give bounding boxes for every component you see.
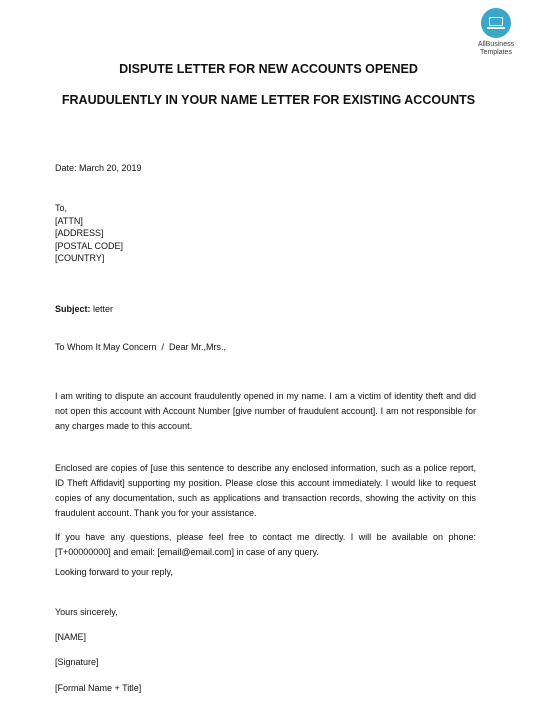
brand-logo: [468, 8, 524, 57]
subject-value: letter: [90, 304, 114, 314]
brand-line-2: Templates: [480, 49, 512, 56]
brand-line-1: AllBusiness: [477, 41, 515, 48]
body-paragraph-2: Enclosed are copies of [use this sentence to describe any enclosed information, such as a police report, ID Theft Affidavit] supporting my position. Please close this account immediately. I would like to request copies of any documentation, such as applications and transaction records, showing the activity on this fraudulent account. Thank you for your assistance.: [55, 463, 476, 518]
sender-signature: [Signature]: [55, 657, 99, 667]
subject-label: Subject:: [55, 304, 91, 314]
recipient-country: [COUNTRY]: [55, 253, 105, 263]
recipient-attn: [ATTN]: [55, 216, 83, 226]
document-title-line-2: FRAUDULENTLY IN YOUR NAME LETTER FOR EXISTING ACCOUNTS: [61, 93, 476, 107]
body-paragraph-1: I am writing to dispute an account fraudulently opened in my name. I am a victim of identity theft and did not open this account with Account Number [give number of fraudulent account]. I am not responsible for any charges made to this account.: [55, 391, 476, 431]
recipient-to: To,: [55, 203, 68, 213]
subject-line: [55, 303, 113, 316]
sign-off: Yours sincerely,: [55, 607, 118, 617]
body-paragraph-3: If you have any questions, please feel free to contact me directly. I will be available on phone: [T+00000000] and email: [email@email.com] in case of any query.: [55, 532, 476, 557]
salutation: To Whom It May Concern / Dear Mr.,Mrs.,: [55, 342, 227, 352]
letter-date: Date: March 20, 2019: [55, 163, 142, 173]
sender-name: [NAME]: [55, 632, 87, 642]
sender-formal-name: [Formal Name + Title]: [55, 683, 142, 693]
recipient-postal-code: [POSTAL CODE]: [55, 241, 124, 251]
laptop-icon: [481, 8, 511, 38]
recipient-address: [ADDRESS]: [55, 228, 104, 238]
document-title-line-1: DISPUTE LETTER FOR NEW ACCOUNTS OPENED: [119, 62, 418, 76]
brand-name: [468, 41, 524, 57]
closing-line: Looking forward to your reply,: [55, 567, 173, 577]
